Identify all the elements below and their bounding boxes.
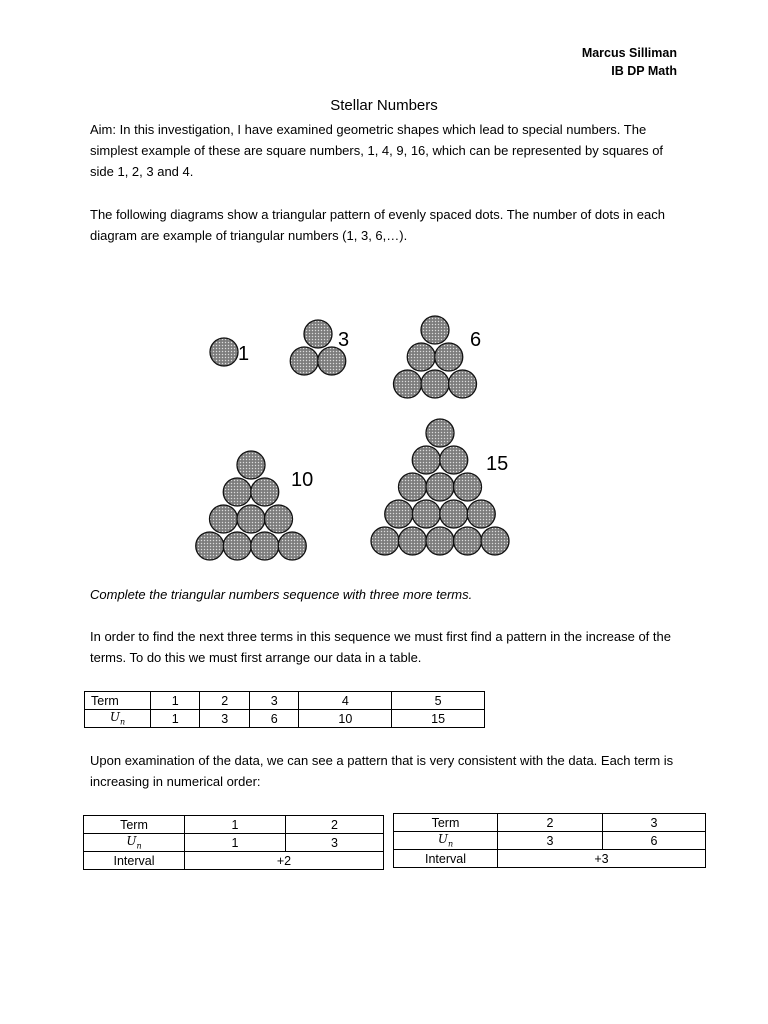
dot [412, 500, 440, 528]
triangular-paragraph: The following diagrams show a triangular pattern of evenly spaced dots. The number of dots in each diagram are example of triangular numbers (1, 3, 6,…). [90, 207, 665, 243]
un-symbol: U [437, 832, 448, 847]
dot [421, 370, 449, 398]
term-header: Term [394, 814, 498, 832]
term-cell: 2 [200, 692, 249, 710]
table-row [394, 832, 706, 850]
term-cell: 4 [299, 692, 392, 710]
term-header: Term [85, 692, 151, 710]
dot [318, 347, 346, 375]
value-cell: 6 [603, 832, 706, 850]
un-subscript: n [136, 841, 142, 851]
dot [265, 505, 293, 533]
value-cell: 10 [299, 710, 392, 728]
value-cell: 3 [286, 834, 384, 852]
table-row [394, 814, 706, 832]
dot [481, 527, 509, 555]
un-subscript: n [447, 839, 454, 849]
triangle-10 [196, 451, 307, 560]
table-row [84, 834, 384, 852]
table-row [394, 850, 706, 868]
un-symbol: U [126, 834, 137, 849]
dot [399, 527, 427, 555]
dot [467, 500, 495, 528]
method-paragraph: In order to find the next three terms in this sequence we must first find a pattern in the increase of the terms. To do this we must first arrange our data in a table. [90, 629, 671, 665]
value-cell: 1 [185, 834, 286, 852]
dot [449, 370, 477, 398]
table-row [85, 692, 485, 710]
triangle-label: 3 [338, 329, 350, 351]
dot [394, 370, 422, 398]
term-cell: 3 [603, 814, 706, 832]
task-text: Complete the triangular numbers sequence with three more terms. [90, 587, 473, 602]
dot [237, 451, 265, 479]
value-cell: 15 [392, 710, 485, 728]
dot [440, 500, 468, 528]
sequence-table [84, 691, 485, 728]
dot [210, 338, 238, 366]
dot [196, 532, 224, 560]
interval-cell: +3 [498, 850, 706, 868]
un-symbol: U [109, 710, 120, 725]
dot [426, 419, 454, 447]
dot [304, 320, 332, 348]
un-subscript: n [119, 717, 126, 727]
triangle-label: 1 [238, 343, 250, 365]
value-cell: 3 [498, 832, 603, 850]
dot [426, 473, 454, 501]
term-cell: 3 [249, 692, 298, 710]
term-cell: 1 [151, 692, 200, 710]
term-cell: 2 [498, 814, 603, 832]
triangle-6 [394, 316, 477, 398]
un-header [84, 834, 185, 852]
un-header [85, 710, 151, 728]
dot [426, 527, 454, 555]
interval-header: Interval [394, 850, 498, 868]
term-cell: 2 [286, 816, 384, 834]
dot [290, 347, 318, 375]
course-name: IB DP Math [611, 64, 677, 78]
dot [278, 532, 306, 560]
value-cell: 1 [151, 710, 200, 728]
dot [223, 532, 251, 560]
dot [412, 446, 440, 474]
dot [399, 473, 427, 501]
dot [210, 505, 238, 533]
term-cell: 5 [392, 692, 485, 710]
dot [251, 478, 279, 506]
table-row [84, 852, 384, 870]
aim-text: In this investigation, I have examined geometric shapes which lead to special numbers. The simplest example of these are square numbers, 1, 4, 9, 16, which can be represented by squares of side 1, 2, 3 and 4. [90, 122, 664, 179]
author-name: Marcus Silliman [581, 46, 677, 60]
interval-table-2 [393, 813, 706, 868]
interval-header: Interval [84, 852, 185, 870]
triangle-label: 10 [291, 469, 314, 491]
triangle-label: 15 [486, 453, 509, 475]
table-row [84, 816, 384, 834]
dot [371, 527, 399, 555]
dot [223, 478, 251, 506]
dot [407, 343, 435, 371]
triangle-15 [371, 419, 509, 555]
un-header [394, 832, 498, 850]
dot [421, 316, 449, 344]
interval-table-1 [83, 815, 384, 870]
table-row [85, 710, 485, 728]
observation-paragraph: Upon examination of the data, we can see a pattern that is very consistent with the data. Each term is increasing in numerical order: [90, 753, 674, 789]
value-cell: 6 [249, 710, 298, 728]
dot [237, 505, 265, 533]
dot [251, 532, 279, 560]
interval-cell: +2 [185, 852, 384, 870]
triangle-label: 6 [470, 329, 482, 351]
dot [385, 500, 413, 528]
aim-label: Aim: [90, 122, 116, 137]
term-header: Term [84, 816, 185, 834]
page-title: Stellar Numbers [330, 97, 438, 114]
term-cell: 1 [185, 816, 286, 834]
value-cell: 3 [200, 710, 249, 728]
triangle-1 [210, 338, 238, 366]
dot [454, 473, 482, 501]
dot [440, 446, 468, 474]
dot [454, 527, 482, 555]
dot [435, 343, 463, 371]
